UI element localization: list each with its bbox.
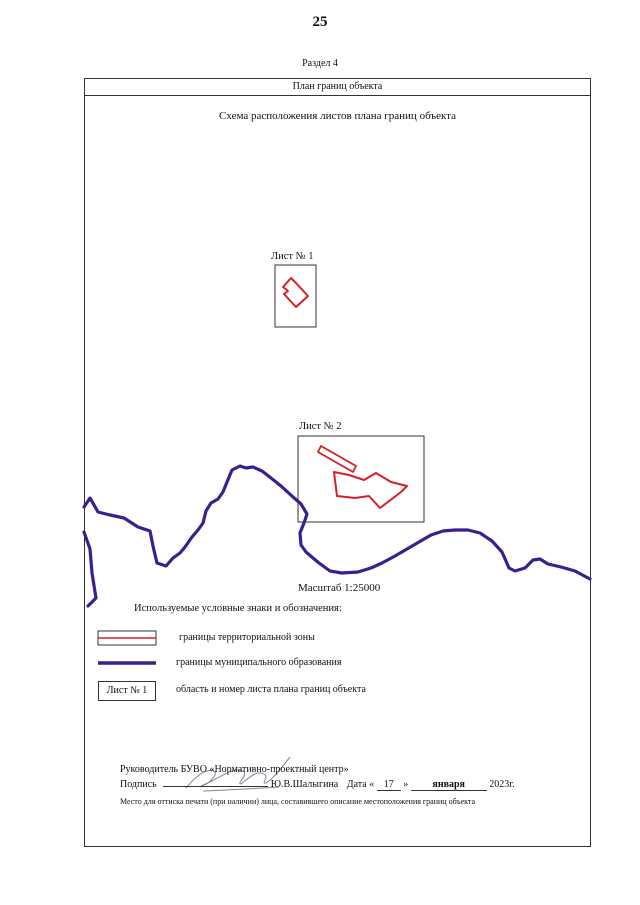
section-label: Раздел 4 <box>302 58 338 69</box>
municipal-boundary-west-segment <box>84 532 96 606</box>
signature-head: Руководитель БУВО «Нормативно-проектный центр» <box>120 764 349 775</box>
date-month: января <box>411 779 487 791</box>
legend-heading: Используемые условные знаки и обозначения: <box>134 603 342 614</box>
legend-sheet-box: Лист № 1 <box>98 681 156 701</box>
stamp-note: Место для оттиска печати (при наличии) лица, составившего описание местоположения границ объекта <box>120 797 476 806</box>
signature-row <box>120 779 515 791</box>
zone-boundary-sheet-2-main <box>334 472 407 508</box>
date-label: Дата « <box>346 779 375 790</box>
page-number: 25 <box>312 14 328 30</box>
sheet-1-label: Лист № 1 <box>271 251 314 262</box>
signer-name: Ю.В.Шалыгина <box>270 779 339 790</box>
date-year: 2023г. <box>489 779 515 790</box>
sheet-1-area <box>275 265 316 327</box>
legend-zone-text: границы территориальной зоны <box>179 632 315 643</box>
legend-sheet-text: область и номер листа плана границ объекта <box>176 684 366 695</box>
sheet-2-label: Лист № 2 <box>299 421 342 432</box>
zone-boundary-sheet-2-strip <box>318 446 356 472</box>
legend-municipal-text: границы муниципального образования <box>176 657 342 668</box>
date-close-quote: » <box>403 779 409 790</box>
zone-boundary-sheet-1 <box>283 278 308 307</box>
signature-label: Подпись <box>120 779 157 790</box>
header-title: План границ объекта <box>84 78 591 96</box>
signature-line <box>163 786 268 787</box>
date-day: 17 <box>377 779 401 791</box>
scale-label: Масштаб 1:25000 <box>298 582 381 594</box>
scheme-title: Схема расположения листов плана границ объекта <box>219 110 456 122</box>
